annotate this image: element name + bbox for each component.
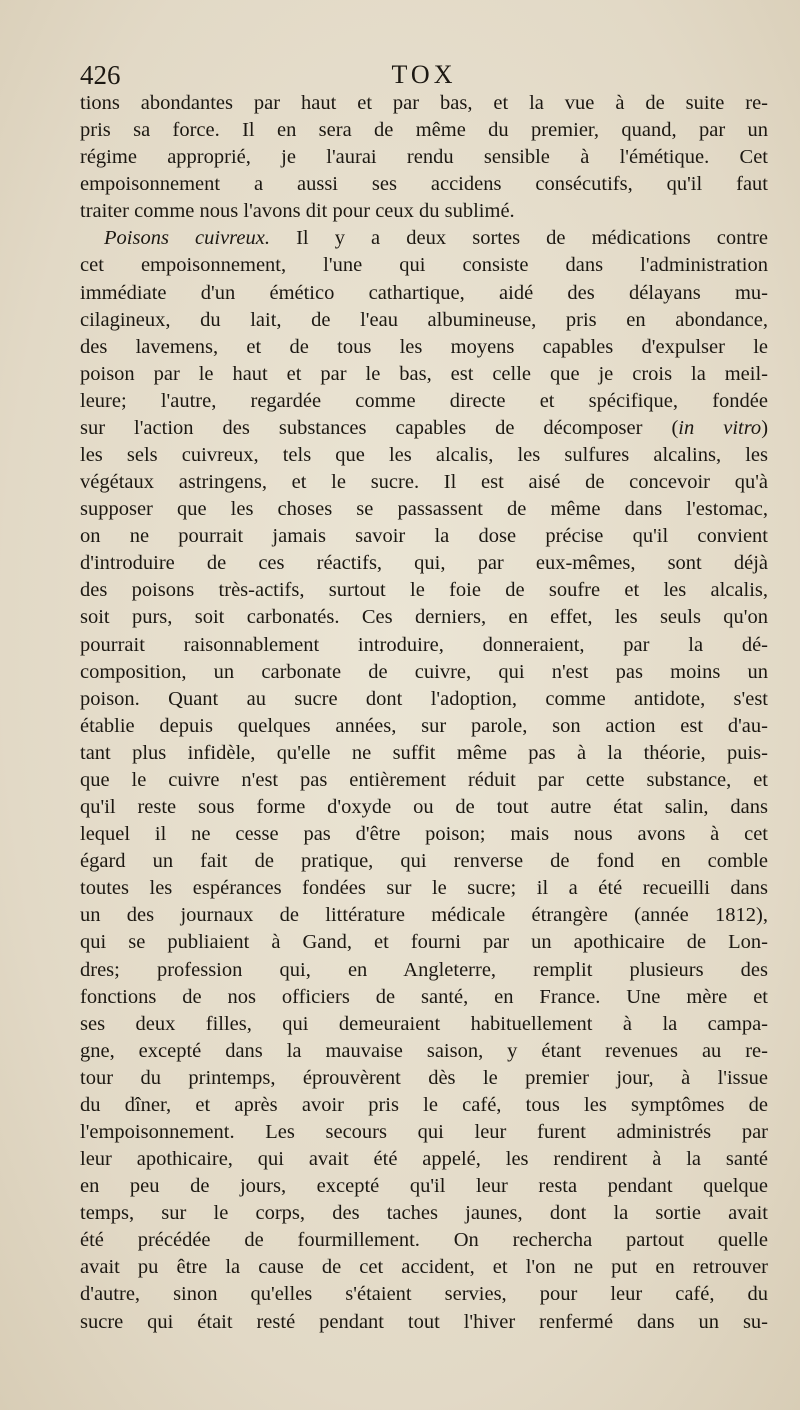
text-line: qui se publiaient à Gand, et fourni par un apothicaire de Lon-	[80, 931, 768, 954]
text-line: pris sa force. Il en sera de même du premier, quand, par un	[80, 119, 768, 142]
text-line: cilagineux, du lait, de l'eau albumineuse, pris en abondance,	[80, 308, 768, 331]
text-line: les sels cuivreux, tels que les alcalis, les sulfures alcalins, les	[80, 444, 768, 467]
text-line: d'autre, sinon qu'elles s'étaient servies, pour leur café, du	[80, 1283, 768, 1306]
text-segment: sur l'action des substances capables de décomposer (	[80, 416, 679, 439]
text-line: toutes les espérances fondées sur le sucre; il a été recueilli dans	[80, 877, 768, 900]
paragraph-start-line	[80, 225, 768, 252]
text-line: supposer que les choses se passassent de même dans l'estomac,	[80, 498, 768, 521]
text-line: composition, un carbonate de cuivre, qui n'est pas moins un	[80, 660, 768, 683]
text-line: immédiate d'un émético cathartique, aidé des délayans mu-	[80, 281, 768, 304]
text-line-with-italic	[80, 415, 768, 442]
page-header	[80, 58, 768, 92]
text-line: que le cuivre n'est pas entièrement réduit par cette substance, et	[80, 768, 768, 791]
text-line: temps, sur le corps, des taches jaunes, dont la sortie avait	[80, 1202, 768, 1225]
text-line: avait pu être la cause de cet accident, et l'on ne put en retrouver	[80, 1256, 768, 1279]
in-vitro-italic: in vitro	[678, 416, 762, 439]
text-line: pourrait raisonnablement introduire, donneraient, par la dé-	[80, 633, 768, 656]
text-line: en peu de jours, excepté qu'il leur resta pendant quelque	[80, 1175, 768, 1198]
text-line: été précédée de fourmillement. On rechercha partout quelle	[80, 1229, 768, 1252]
text-line: l'empoisonnement. Les secours qui leur furent administrés par	[80, 1120, 768, 1143]
text-line: végétaux astringens, et le sucre. Il est aisé de concevoir qu'à	[80, 471, 768, 494]
text-line: empoisonnement a aussi ses accidens consécutifs, qu'il faut	[80, 173, 768, 196]
text-line: cet empoisonnement, l'une qui consiste dans l'administration	[80, 254, 768, 277]
text-line: tant plus infidèle, qu'elle ne suffit même pas à la théorie, puis-	[80, 741, 768, 764]
text-line: régime approprié, je l'aurai rendu sensible à l'émétique. Cet	[80, 146, 768, 169]
text-line: leur apothicaire, qui avait été appelé, les rendirent à la santé	[80, 1148, 768, 1171]
text-line: poison par le haut et par le bas, est celle que je crois la meil-	[80, 362, 768, 385]
page-number: 426	[80, 60, 121, 90]
section-heading-italic: Poisons cuivreux.	[104, 227, 270, 250]
text-line: établie depuis quelques années, sur parole, son action est d'au-	[80, 714, 768, 737]
text-line: gne, excepté dans la mauvaise saison, y étant revenues au re-	[80, 1039, 768, 1062]
text-line: lequel il ne cesse pas d'être poison; mais nous avons à cet	[80, 823, 768, 846]
text-line: sucre qui était resté pendant tout l'hiver renfermé dans un su-	[80, 1310, 768, 1333]
text-line: dres; profession qui, en Angleterre, remplit plusieurs des	[80, 958, 768, 981]
text-line: du dîner, et après avoir pris le café, tous les symptômes de	[80, 1093, 768, 1116]
text-line: on ne pourrait jamais savoir la dose précise qu'il convient	[80, 525, 768, 548]
text-line: des lavemens, et de tous les moyens capables d'expulser le	[80, 335, 768, 358]
text-line: égard un fait de pratique, qui renverse de fond en comble	[80, 850, 768, 873]
text-line: poison. Quant au sucre dont l'adoption, comme antidote, s'est	[80, 687, 768, 710]
text-segment: )	[761, 416, 768, 439]
text-line: qu'il reste sous forme d'oxyde ou de tout autre état salin, dans	[80, 796, 768, 819]
text-line: fonctions de nos officiers de santé, en France. Une mère et	[80, 985, 768, 1008]
text-line: tions abondantes par haut et par bas, et la vue à de suite re-	[80, 92, 768, 114]
text-line: leure; l'autre, regardée comme directe et spécifique, fondée	[80, 389, 768, 412]
text-line: des poisons très-actifs, surtout le foie de soufre et les alcalis,	[80, 579, 768, 602]
body-text	[80, 90, 768, 1336]
text-line: tour du printemps, éprouvèrent dès le premier jour, à l'issue	[80, 1066, 768, 1089]
text-line: ses deux filles, qui demeuraient habituellement à la campa-	[80, 1012, 768, 1035]
text-segment: Il y a deux sortes de médications contre	[296, 227, 768, 250]
text-line: soit purs, soit carbonatés. Ces derniers, en effet, les seuls qu'on	[80, 606, 768, 629]
text-line: un des journaux de littérature médicale étrangère (année 1812),	[80, 904, 768, 927]
text-line: traiter comme nous l'avons dit pour ceux du sublimé.	[80, 200, 515, 223]
text-line: d'introduire de ces réactifs, qui, par eux-mêmes, sont déjà	[80, 552, 768, 575]
running-head: TOX	[391, 60, 457, 89]
